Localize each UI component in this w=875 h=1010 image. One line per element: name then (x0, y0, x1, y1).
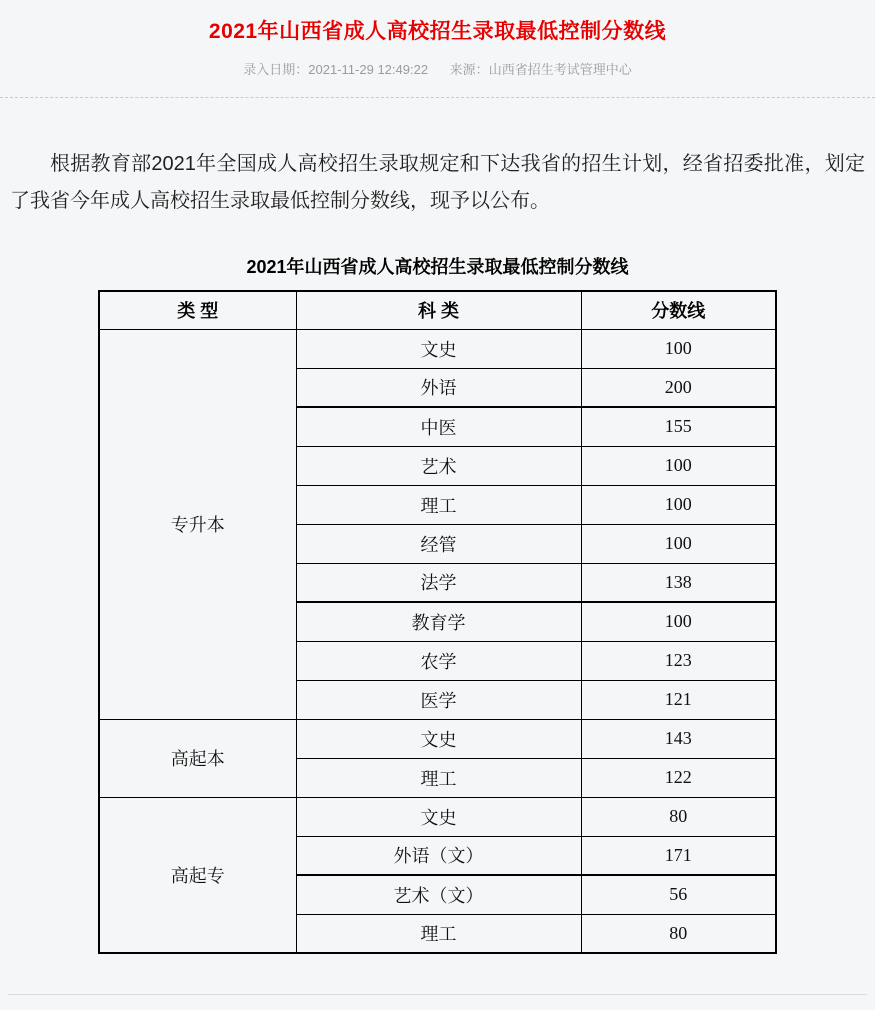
subject-cell: 文史 (296, 797, 581, 836)
meta-line (0, 59, 875, 78)
table-caption: 2021年山西省成人高校招生录取最低控制分数线 (246, 257, 629, 277)
subject-cell: 医学 (296, 680, 581, 719)
score-table (98, 290, 777, 954)
score-cell: 100 (581, 485, 776, 524)
subject-cell: 理工 (296, 914, 581, 953)
score-cell: 123 (581, 641, 776, 680)
table-header-row (99, 291, 776, 329)
entry-date-value: 2021-11-29 12:49:22 (308, 62, 429, 77)
score-cell: 100 (581, 524, 776, 563)
score-cell: 171 (581, 836, 776, 875)
subject-cell: 农学 (296, 641, 581, 680)
type-cell: 专升本 (99, 329, 296, 719)
score-cell: 56 (581, 875, 776, 914)
score-cell: 143 (581, 719, 776, 758)
dashed-divider (0, 97, 875, 98)
table-row (99, 329, 776, 368)
subject-cell: 艺术（文） (296, 875, 581, 914)
subject-cell: 理工 (296, 485, 581, 524)
score-cell: 138 (581, 563, 776, 602)
column-header-type: 类 型 (99, 291, 296, 329)
source (450, 62, 632, 77)
subject-cell: 法学 (296, 563, 581, 602)
subject-cell: 文史 (296, 719, 581, 758)
score-cell: 100 (581, 602, 776, 641)
subject-cell: 经管 (296, 524, 581, 563)
subject-cell: 理工 (296, 758, 581, 797)
table-row (99, 797, 776, 836)
type-cell: 高起专 (99, 797, 296, 953)
table-row (99, 719, 776, 758)
subject-cell: 中医 (296, 407, 581, 446)
subject-cell: 外语（文） (296, 836, 581, 875)
bottom-divider (8, 994, 867, 995)
score-cell: 80 (581, 914, 776, 953)
subject-cell: 外语 (296, 368, 581, 407)
score-table-body (99, 329, 776, 953)
score-cell: 155 (581, 407, 776, 446)
score-cell: 200 (581, 368, 776, 407)
entry-date (243, 62, 428, 77)
score-cell: 122 (581, 758, 776, 797)
score-cell: 121 (581, 680, 776, 719)
score-cell: 80 (581, 797, 776, 836)
source-label: 来源： (449, 62, 489, 77)
entry-date-label: 录入日期： (243, 62, 309, 77)
article-paragraph: 根据教育部2021年全国成人高校招生录取规定和下达我省的招生计划，经省招委批准，划定了我省今年成人高校招生录取最低控制分数线，现予以公布。 (10, 153, 865, 212)
page-title: 2021年山西省成人高校招生录取最低控制分数线 (208, 20, 667, 43)
type-cell: 高起本 (99, 719, 296, 797)
subject-cell: 教育学 (296, 602, 581, 641)
column-header-score: 分数线 (581, 291, 776, 329)
score-cell: 100 (581, 446, 776, 485)
source-value: 山西省招生考试管理中心 (488, 62, 632, 77)
score-cell: 100 (581, 329, 776, 368)
subject-cell: 艺术 (296, 446, 581, 485)
subject-cell: 文史 (296, 329, 581, 368)
column-header-subject: 科 类 (296, 291, 581, 329)
